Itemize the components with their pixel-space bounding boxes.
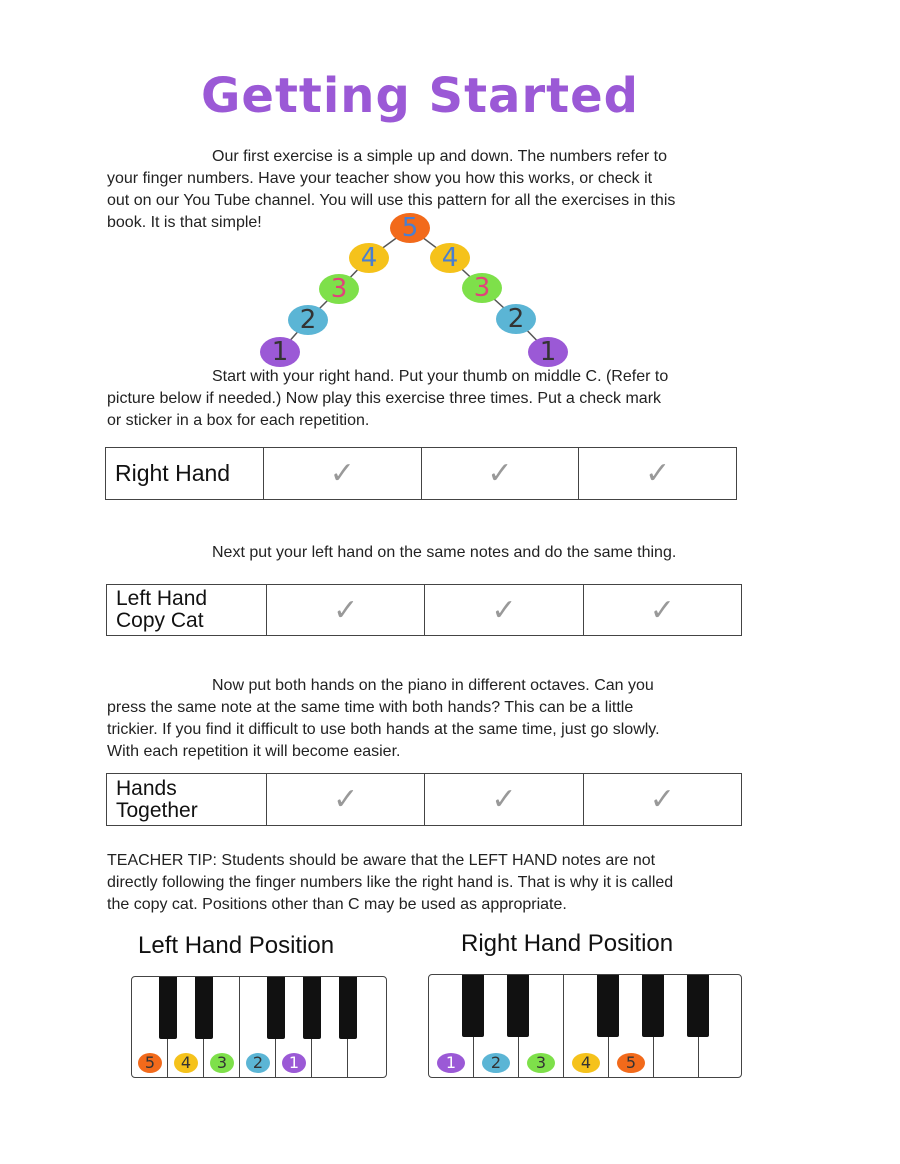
black-key[interactable] [687, 975, 709, 1037]
teacher-tip [107, 850, 787, 916]
black-key[interactable] [159, 977, 177, 1039]
finger-circle-4: 4 [349, 243, 389, 273]
black-key[interactable] [339, 977, 357, 1039]
right-hand-position-label: Right Hand Position [461, 930, 674, 957]
check-box[interactable] [425, 585, 583, 636]
left-hand-keyboard [131, 976, 387, 1078]
finger-dot-2: 2 [482, 1053, 510, 1073]
finger-circle-3: 3 [319, 274, 359, 304]
check-box[interactable] [264, 448, 422, 500]
finger-circle-2: 2 [496, 304, 536, 334]
finger-circle-5: 5 [390, 213, 430, 243]
finger-dot-3: 3 [527, 1053, 555, 1073]
check-box[interactable] [267, 585, 425, 636]
black-key[interactable] [507, 975, 529, 1037]
black-key[interactable] [597, 975, 619, 1037]
left-hand-position-label: Left Hand Position [138, 932, 335, 959]
check-mark-icon: ✓ [329, 456, 355, 491]
check-mark-icon: ✓ [645, 456, 671, 491]
instruction-line: press the same note at the same time with both hands? This can be a little [107, 699, 634, 716]
check-mark-icon: ✓ [333, 782, 359, 817]
instruction-line: picture below if needed.) Now play this exercise three times. Put a check mark [107, 390, 662, 407]
intro-line: out on our You Tube channel. You will use this pattern for all the exercises in this [107, 192, 676, 209]
check-box[interactable] [583, 585, 741, 636]
finger-circle-1: 1 [528, 337, 568, 367]
finger-dot-5: 5 [617, 1053, 645, 1073]
checklist-label [107, 774, 267, 826]
checklist-label [107, 585, 267, 636]
finger-dot-1: 1 [282, 1053, 306, 1073]
instruction-line: or sticker in a box for each repetition. [107, 412, 370, 429]
right-hand-instructions [107, 366, 767, 432]
finger-circle-2: 2 [288, 305, 328, 335]
check-mark-icon: ✓ [649, 592, 675, 628]
black-key[interactable] [303, 977, 321, 1039]
finger-dot-5: 5 [138, 1053, 162, 1073]
page-title: Getting Started [201, 68, 639, 124]
finger-dot-3: 3 [210, 1053, 234, 1073]
instruction-line: Start with your right hand. Put your thumb on middle C. (Refer to [212, 368, 669, 385]
black-key[interactable] [267, 977, 285, 1039]
intro-line: Our first exercise is a simple up and down. The numbers refer to [212, 148, 668, 165]
label-line: Together [116, 798, 198, 822]
finger-dot-4: 4 [174, 1053, 198, 1073]
left-hand-instructions [107, 542, 787, 564]
check-mark-icon: ✓ [491, 782, 517, 817]
right-hand-checklist [105, 447, 737, 500]
right-hand-keyboard [428, 974, 742, 1078]
finger-circle-1: 1 [260, 337, 300, 367]
label-line: Hands [116, 776, 177, 800]
check-box[interactable] [267, 774, 425, 826]
finger-dot-4: 4 [572, 1053, 600, 1073]
left-hand-checklist [106, 584, 742, 636]
tip-line: directly following the finger numbers like the right hand is. That is why it is called [107, 874, 674, 891]
hands-together-checklist [106, 773, 742, 826]
check-mark-icon: ✓ [649, 782, 675, 817]
instruction-line: With each repetition it will become easier. [107, 743, 401, 760]
label-line: Copy Cat [116, 609, 204, 632]
finger-circle-4: 4 [430, 243, 470, 273]
black-key[interactable] [642, 975, 664, 1037]
tip-line: TEACHER TIP: Students should be aware that the LEFT HAND notes are not [107, 852, 656, 869]
check-box[interactable] [425, 774, 583, 826]
black-key[interactable] [462, 975, 484, 1037]
instruction-line: Now put both hands on the piano in different octaves. Can you [212, 677, 654, 694]
intro-line: your finger numbers. Have your teacher show you how this works, or check it [107, 170, 653, 187]
check-mark-icon: ✓ [491, 592, 517, 628]
instruction-line: Next put your left hand on the same notes and do the same thing. [212, 544, 677, 561]
black-key[interactable] [195, 977, 213, 1039]
tip-line: the copy cat. Positions other than C may be used as appropriate. [107, 896, 567, 913]
check-mark-icon: ✓ [333, 592, 359, 628]
both-hands-instructions [107, 675, 787, 763]
label-line: Left Hand [116, 587, 208, 610]
check-mark-icon: ✓ [487, 456, 513, 491]
check-box[interactable] [579, 448, 737, 500]
finger-dot-2: 2 [246, 1053, 270, 1073]
finger-circle-3: 3 [462, 273, 502, 303]
instruction-line: trickier. If you find it difficult to use both hands at the same time, just go slowly. [107, 721, 660, 738]
finger-dot-1: 1 [437, 1053, 465, 1073]
check-box[interactable] [583, 774, 741, 826]
finger-pattern-lines [0, 0, 900, 380]
intro-line: book. It is that simple! [107, 214, 262, 231]
check-box[interactable] [421, 448, 579, 500]
checklist-label: Right Hand [106, 448, 264, 500]
